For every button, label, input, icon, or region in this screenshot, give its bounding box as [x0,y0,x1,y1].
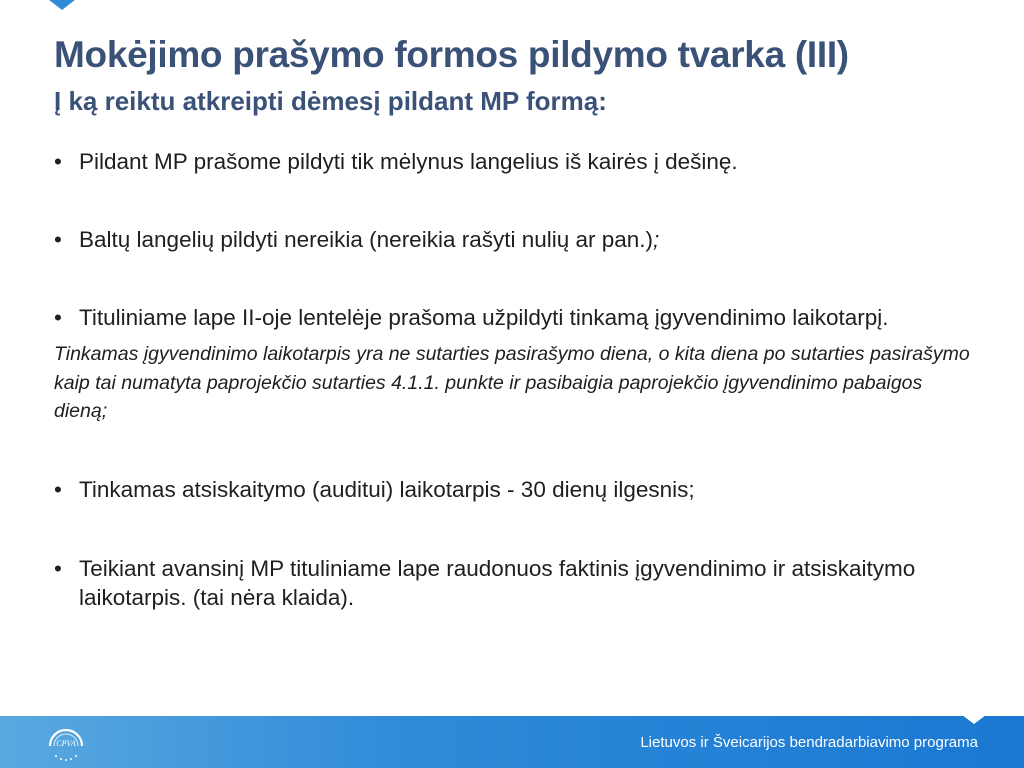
footer-notch [962,715,986,725]
bullet-item-2 [54,225,974,254]
bullet-item-4 [54,475,974,504]
slide-title: Mokėjimo prašymo formos pildymo tvarka (III) [54,34,849,75]
slide-subtitle: Į ką reiktu atkreipti dėmesį pildant MP formą: [54,86,607,116]
bullet-item-1 [54,147,974,176]
bullet-dot: • [54,149,62,174]
footer-bar [0,716,1024,768]
note-paragraph: Tinkamas įgyvendinimo laikotarpis yra ne sutarties pasirašymo diena, o kita diena po sutarties pasirašymo kaip tai numatyta paprojekčio sutarties 4.1.1. punkte ir pasibaigia paprojekčio įgyvendinimo pabaigos dieną; [54,343,970,422]
bullet-text-2-suffix: ; [653,227,660,252]
top-tab-marker [44,0,80,12]
slide-content [54,147,974,612]
bullet-text-1: Pildant MP prašome pildyti tik mėlynus langelius iš kairės į dešinę. [79,149,738,174]
bullet-text-5: Teikiant avansinį MP tituliniame lape raudonuos faktinis įgyvendinimo ir atsiskaitymo laikotarpis. (tai nėra klaida). [79,555,916,610]
footer-program-name: Lietuvos ir Šveicarijos bendradarbiavimo programa [640,734,978,751]
cpva-logo-icon [44,722,88,764]
bullet-item-3 [54,303,974,332]
bullet-text-2: Baltų langelių pildyti nereikia (nereikia rašyti nulių ar pan.) [79,227,654,252]
bullet-dot: • [54,227,62,252]
logo-text: CPVA [56,739,76,748]
bullet-text-4: Tinkamas atsiskaitymo (auditui) laikotarpis - 30 dienų ilgesnis; [79,476,695,502]
bullet-text-3: Tituliniame lape II-oje lentelėje prašoma užpildyti tinkamą įgyvendinimo laikotarpį. [79,305,889,330]
bullet-dot: • [54,555,62,581]
bullet-dot: • [54,305,62,330]
bullet-item-5 [54,554,974,612]
bullet-dot: • [54,476,62,502]
